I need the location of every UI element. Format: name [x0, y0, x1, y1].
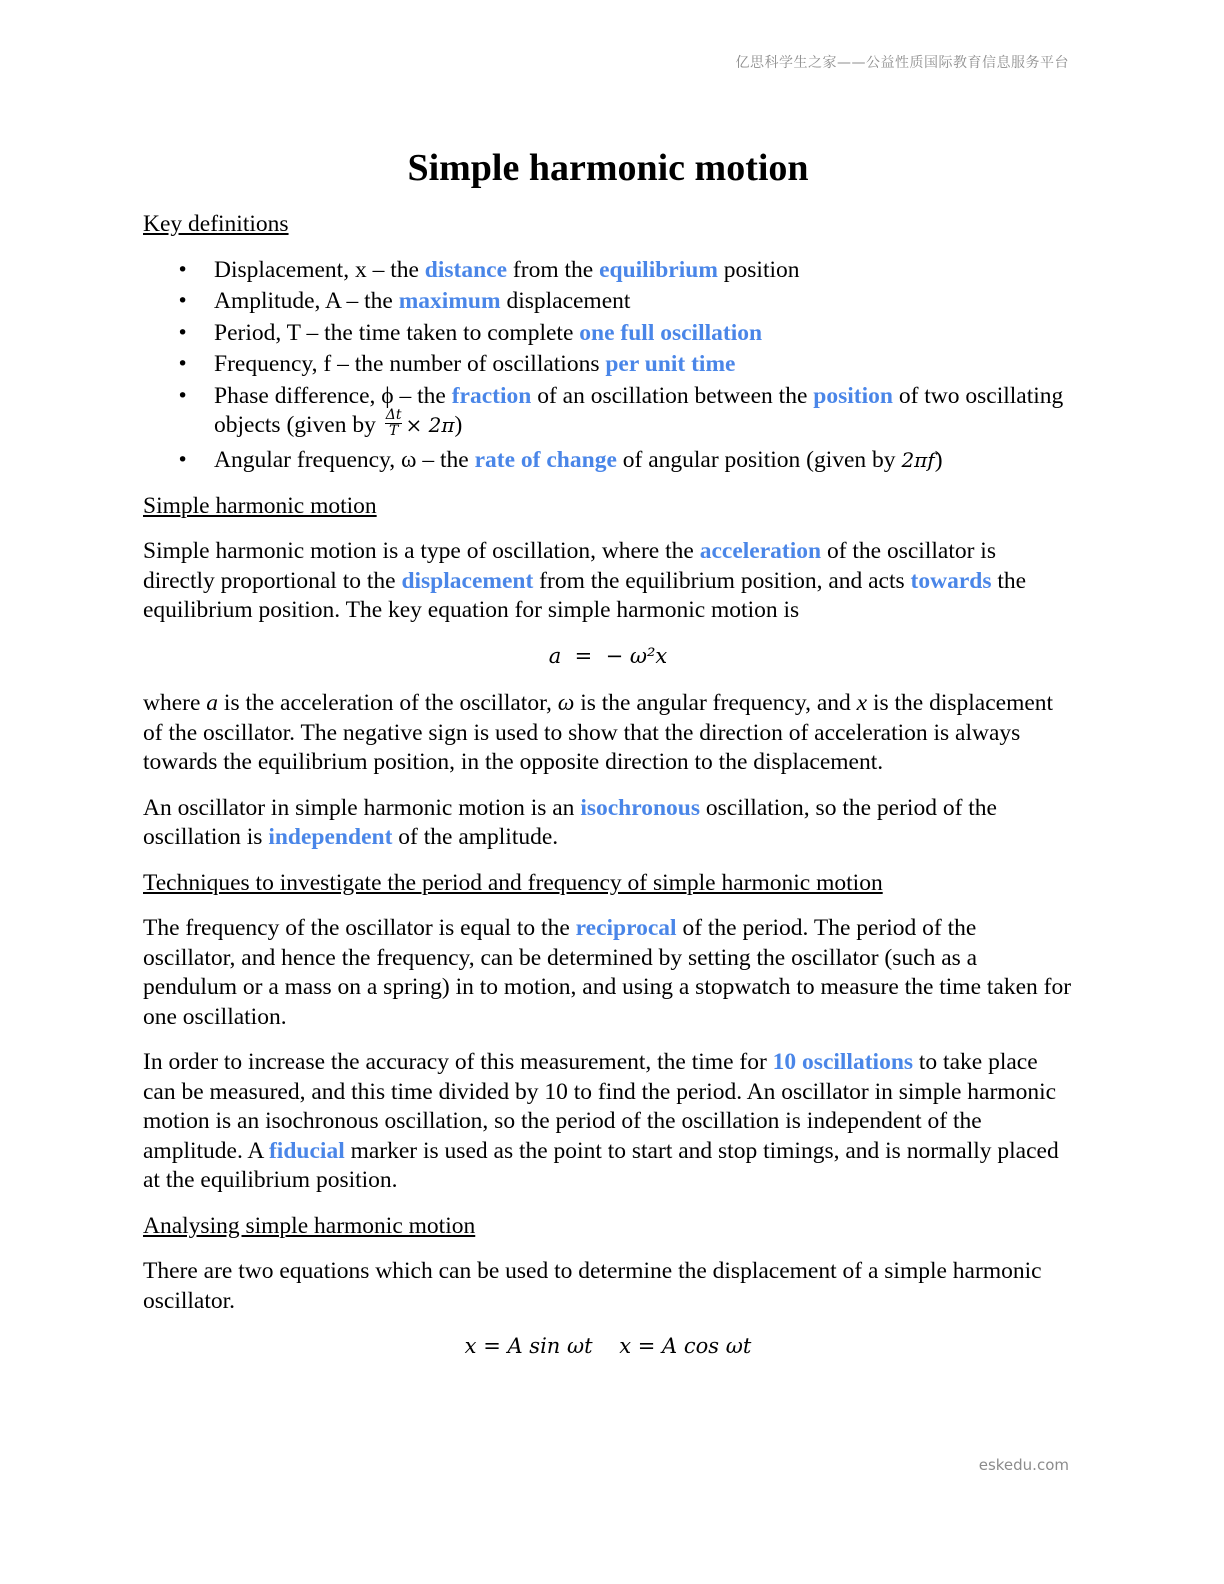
fraction: $\frac{\Delta t}{T}$ — [385, 407, 402, 440]
paragraph: There are two equations which can be used to determine the displacement of a simple harmonic oscillator. — [143, 1258, 1042, 1314]
footer-watermark: eskedu.com — [978, 1456, 1069, 1474]
equation-displacement: x = A sin ωt x = A cos ωt — [464, 1334, 752, 1359]
section-heading-shm: Simple harmonic motion — [143, 492, 377, 519]
section-heading-analysing: Analysing simple harmonic motion — [143, 1212, 476, 1239]
list-item: • Displacement, x – the distance from the equilibrium position — [214, 256, 1073, 286]
equation-shm: a = − ω²x — [548, 643, 668, 668]
list-item: • Angular frequency, ω – the rate of change of angular position (given by 2πf) — [214, 446, 1073, 476]
section-heading-key-definitions: Key definitions — [143, 211, 289, 237]
paragraph: where a is the acceleration of the oscillator, ω is the angular frequency, and x is the displacement of the oscillator. The negative sign is used to show that the direction of acceleration is always towards the equilibrium position, in the opposite direction to the displacement. — [143, 690, 1054, 776]
definitions-list — [143, 256, 1073, 476]
list-item: • Frequency, f – the number of oscillations per unit time — [214, 350, 1073, 380]
header-watermark: 亿思科学生之家——公益性质国际教育信息服务平台 — [735, 55, 1069, 71]
paragraph: Simple harmonic motion is a type of oscillation, where the acceleration of the oscillator is directly proportional to the displacement from the equilibrium position, and acts towards the equilibrium position. The key equation for simple harmonic motion is — [143, 538, 1027, 624]
paragraph: An oscillator in simple harmonic motion is an isochronous oscillation, so the period of the oscillation is independent of the amplitude. — [143, 794, 997, 851]
list-item: • Period, T – the time taken to complete one full oscillation — [214, 319, 1073, 349]
page-title: Simple harmonic motion — [407, 147, 809, 189]
list-item: • Amplitude, A – the maximum displacement — [214, 287, 1073, 317]
paragraph: The frequency of the oscillator is equal to the reciprocal of the period. The period of the oscillator, and hence the frequency, can be determined by setting the oscillator (such as a pendulum or a mass on a spring) in to motion, and using a stopwatch to measure the time taken for one oscillation. — [143, 915, 1072, 1030]
paragraph: In order to increase the accuracy of this measurement, the time for 10 oscillations to take place can be measured, and this time divided by 10 to find the period. An oscillator in simple harmonic motion is an isochronous oscillation, so the period of the oscillation is independent of the amplitude. A fiducial marker is used as the point to start and stop timings, and is normally placed at the equilibrium position. — [143, 1049, 1059, 1194]
list-item: • Phase difference, ϕ – the fraction of an oscillation between the position of two oscillating objects (given by $\frac{\Delta t}{T}$ × 2π) — [214, 382, 1073, 443]
document-body — [143, 140, 1073, 1380]
section-heading-techniques: Techniques to investigate the period and frequency of simple harmonic motion — [143, 869, 883, 896]
